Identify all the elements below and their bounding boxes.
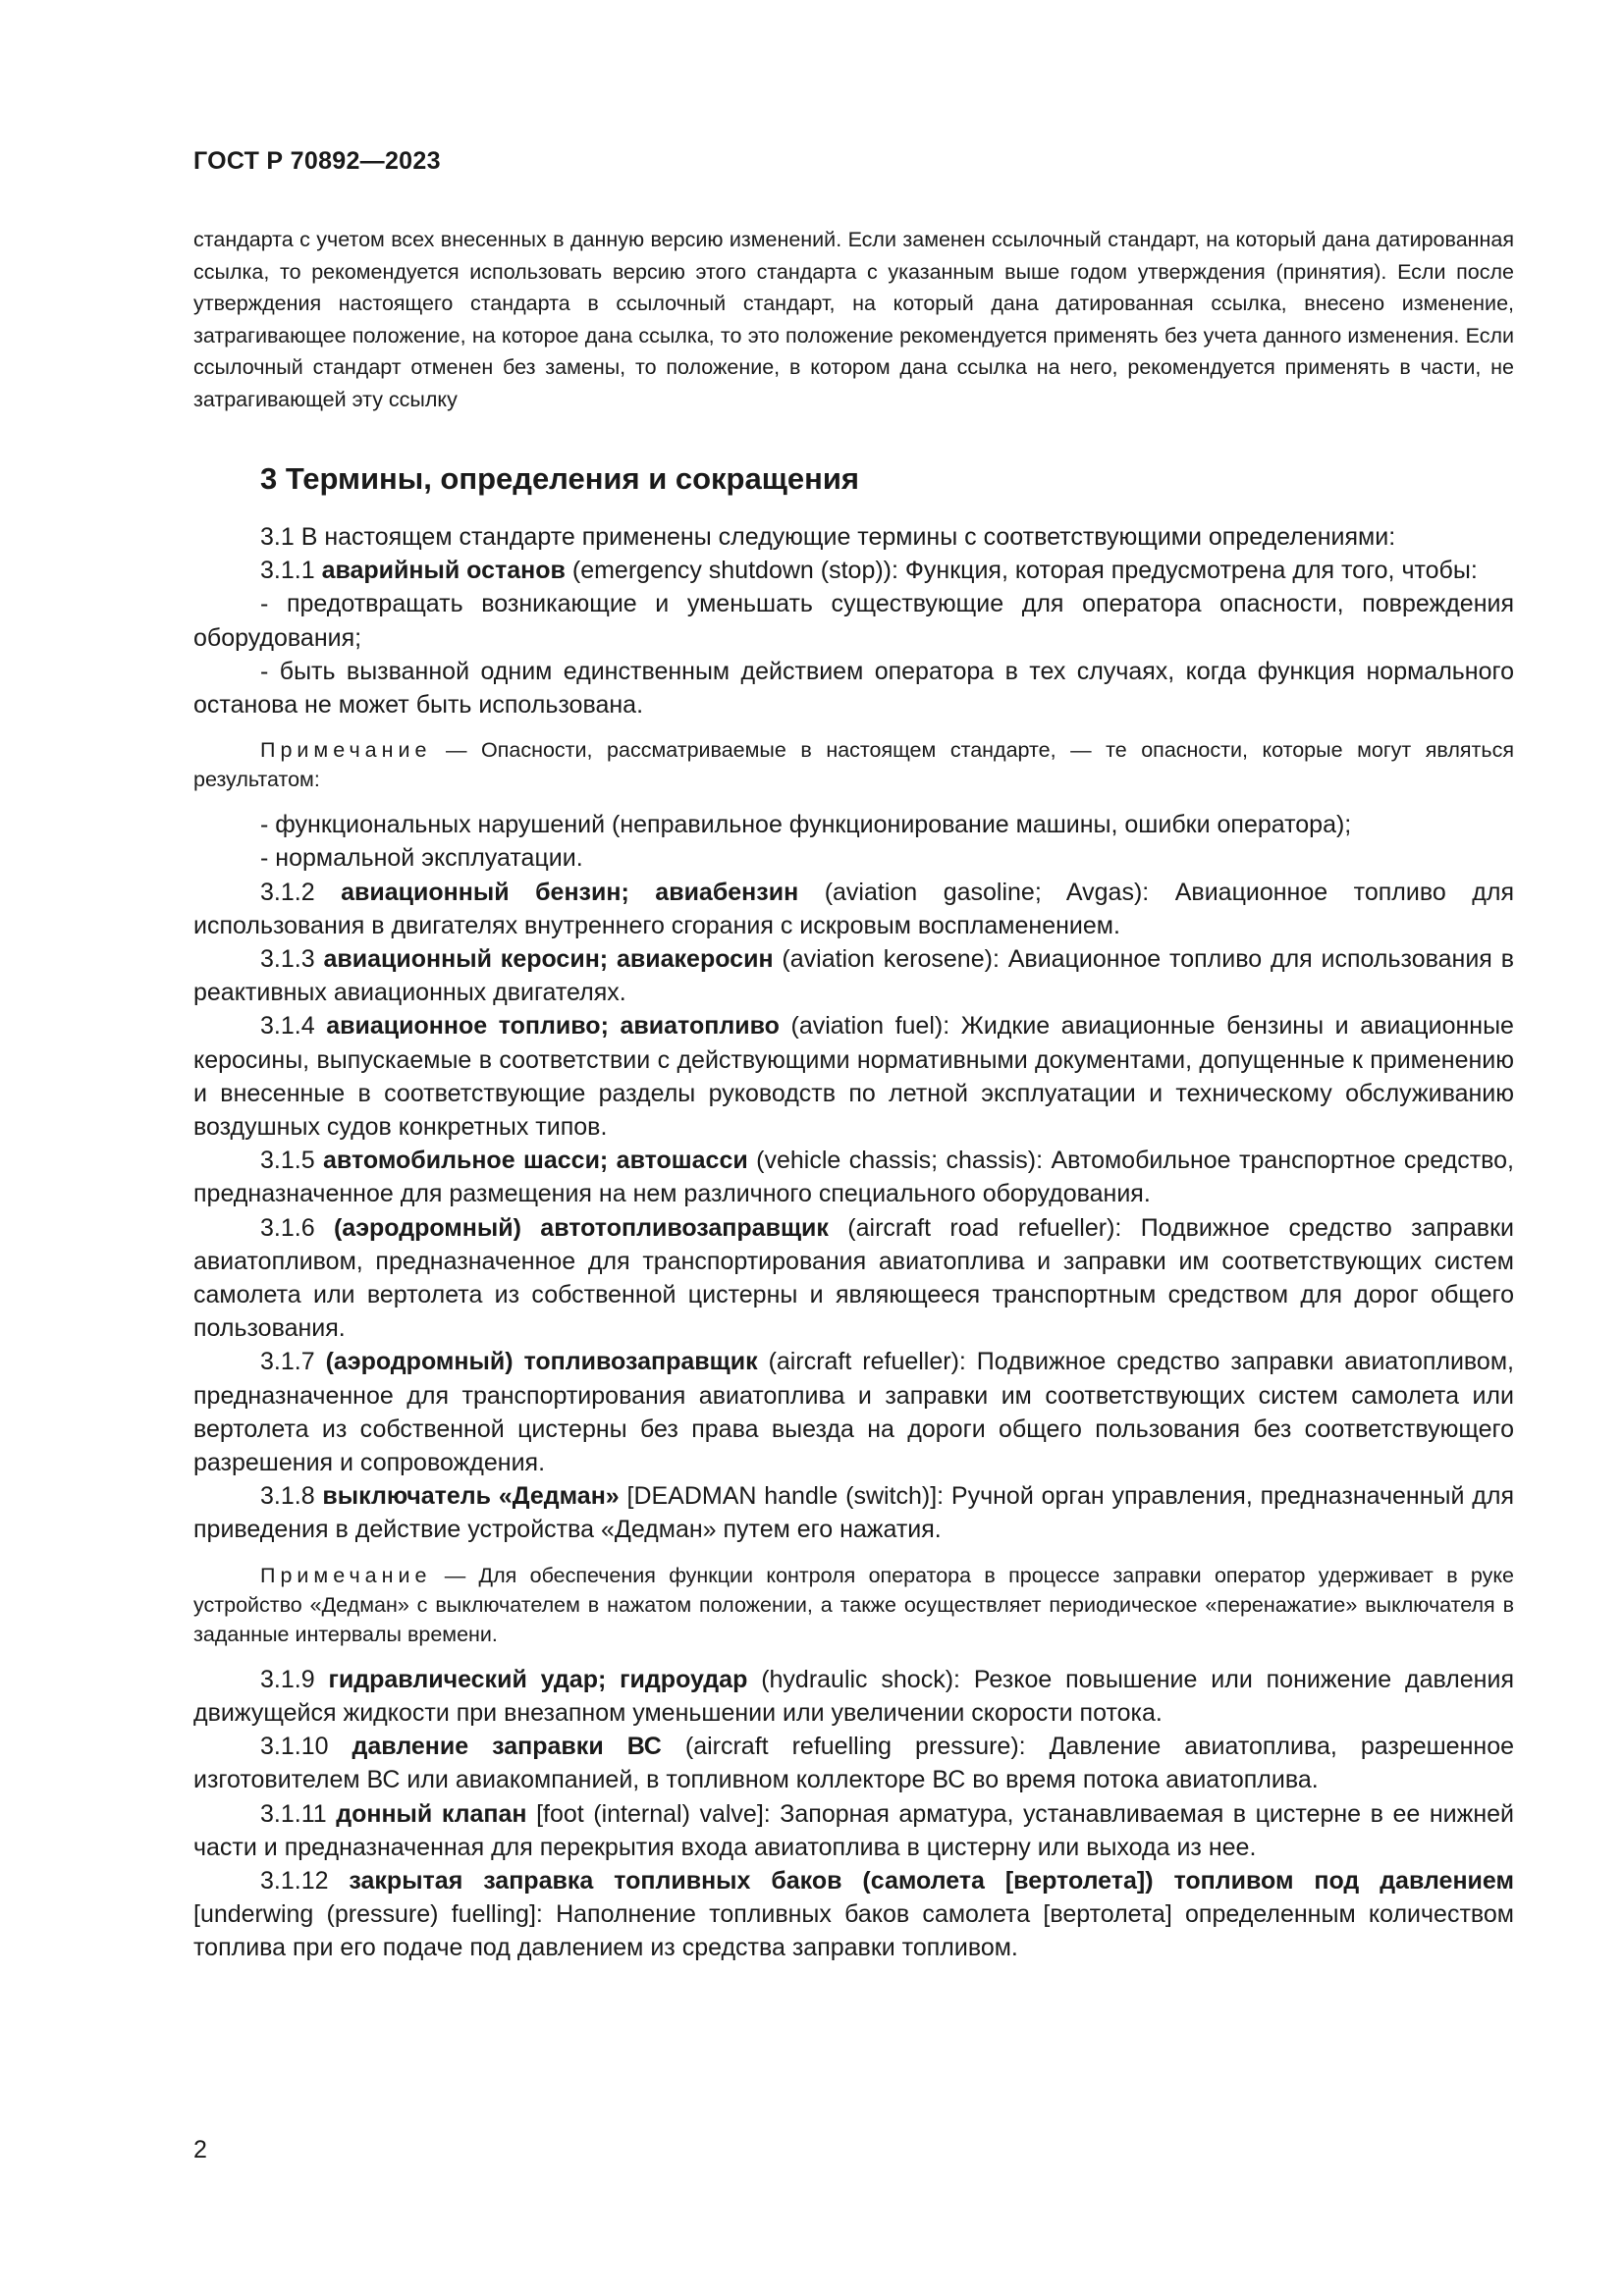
term-name: авиационный бензин; авиабензин [341,878,799,906]
term-3-1-9: 3.1.9 гидравлический удар; гидроудар (hydraulic shock): Резкое повышение или понижение давления движущейся жидкости при внезапном уменьшении или увеличении скорости потока. [193,1665,1514,1727]
term-3-1-4: 3.1.4 авиационное топливо; авиатопливо (aviation fuel): Жидкие авиационные бензины и авиационные керосины, выпускаемые в соответствии с действующими нормативными документами, допущенные к применению и внесенные в соответствующие разделы руководств по летной эксплуатации и техническому обслуживанию воздушных судов конкретных типов. [193,1012,1514,1142]
term-name: (аэродромный) автотопливозаправщик [333,1213,829,1242]
term-name: гидравлический удар; гидроудар [328,1665,748,1693]
list-item: - предотвращать возникающие и уменьшать существующие для оператора опасности, повреждения оборудования; [193,590,1514,652]
term-name: (аэродромный) топливозаправщик [325,1348,758,1376]
term-3-1-6: 3.1.6 (аэродромный) автотопливозаправщик (aircraft road refueller): Подвижное средство заправки авиатопливом, предназначенное для транспортирования авиатоплива и заправки им соответствующих систем самолета или вертолета из собственной цистерны и являющееся транспортным средством для дорог общего пользования. [193,1213,1514,1343]
term-name: закрытая заправка топливных баков (самолета [вертолета]) топливом под давлением [349,1866,1514,1895]
note-1: Примечание — Опасности, рассматриваемые в настоящем стандарте, — те опасности, которые могут являться результатом: [193,738,1514,792]
list-item: - нормальной эксплуатации. [260,844,583,873]
term-name: авиационный керосин; авиакеросин [323,945,774,974]
section-content [193,459,1514,1965]
intro-paragraph: стандарта с учетом всех внесенных в данную версию изменений. Если заменен ссылочный стандарт, на который дана датированная ссылка, то рекомендуется использовать версию этого стандарта с указанным выше годом утверждения (принятия). Если после утверждения настоящего стандарта в ссылочный стандарт, на который дана датированная ссылка, внесено изменение, затрагивающее положение, на которое дана ссылка, то это положение рекомендуется применять без учета данного изменения. Если ссылочный стандарт отменен без замены, то положение, в котором дана ссылка на него, рекомендуется применять в части, не затрагивающей эту ссылку [193,228,1514,411]
term-3-1-1: 3.1.1 аварийный останов (emergency shutdown (stop)): Функция, которая предусмотрена для того, чтобы: [260,557,1478,585]
term-3-1-10: 3.1.10 давление заправки ВС (aircraft refuelling pressure): Давление авиатоплива, разрешенное изготовителем ВС или авиакомпанией, в топливном коллекторе ВС во время потока авиатоплива. [193,1733,1515,1794]
term-name: донный клапан [336,1799,527,1828]
note-2: Примечание — Для обеспечения функции контроля оператора в процессе заправки оператор удерживает в руке устройство «Дедман» с выключателем в нажатом положении, а также осуществляет периодическое «перенажатие» выключателя в заданные интервалы времени. [193,1563,1514,1646]
term-name: авиационное топливо; авиатопливо [326,1012,780,1041]
standard-header: ГОСТ Р 70892—2023 [193,147,441,175]
term-3-1-8: 3.1.8 выключатель «Дедман» [DEADMAN handle (switch)]: Ручной орган управления, предназначенный для приведения в действие устройства «Дедман» путем его нажатия. [193,1482,1514,1544]
term-name: аварийный останов [321,557,566,585]
note-label: Примечание [260,1563,432,1587]
term-3-1-12: 3.1.12 закрытая заправка топливных баков (самолета [вертолета]) топливом под давлением [underwing (pressure) fuelling]: Наполнение топливных баков самолета [вертолета] определенным количеством топлива при его подаче под давлением из средства заправки топливом. [193,1866,1514,1962]
list-item: - функциональных нарушений (неправильное функционирование машины, ошибки оператора); [260,811,1352,839]
term-3-1-11: 3.1.11 донный клапан [foot (internal) valve]: Запорная арматура, устанавливаемая в цистерне в ее нижней части и предназначенная для перекрытия входа авиатоплива в цистерну или выхода из нее. [193,1799,1514,1861]
page-number: 2 [193,2136,207,2163]
term-name: выключатель «Дедман» [322,1482,620,1511]
note-label: Примечание [260,738,432,763]
term-3-1-2: 3.1.2 авиационный бензин; авиабензин (aviation gasoline; Avgas): Авиационное топливо для использования в двигателях внутреннего сгорания с искровым воспламенением. [193,878,1514,939]
list-item: - быть вызванной одним единственным действием оператора в тех случаях, когда функция нормального останова не может быть использована. [193,657,1514,720]
term-name: давление заправки ВС [352,1733,662,1761]
paragraph-3-1: 3.1 В настоящем стандарте применены следующие термины с соответствующими определениями: [260,523,1396,551]
term-3-1-7: 3.1.7 (аэродромный) топливозаправщик (aircraft refueller): Подвижное средство заправки авиатопливом, предназначенное для транспортирования авиатоплива и заправки им соответствующих систем самолета или вертолета из собственной цистерны без права выезда на дороги общего пользования без соответствующего разрешения и сопровождения. [193,1348,1514,1477]
section-title: 3 Термины, определения и сокращения [260,461,859,496]
term-3-1-5: 3.1.5 автомобильное шасси; автошасси (vehicle chassis; chassis): Автомобильное транспортное средство, предназначенное для размещения на нем различного специального оборудования. [193,1147,1514,1208]
term-3-1-3: 3.1.3 авиационный керосин; авиакеросин (aviation kerosene): Авиационное топливо для использования в реактивных авиационных двигателях. [193,945,1514,1007]
term-name: автомобильное шасси; автошасси [323,1147,748,1175]
